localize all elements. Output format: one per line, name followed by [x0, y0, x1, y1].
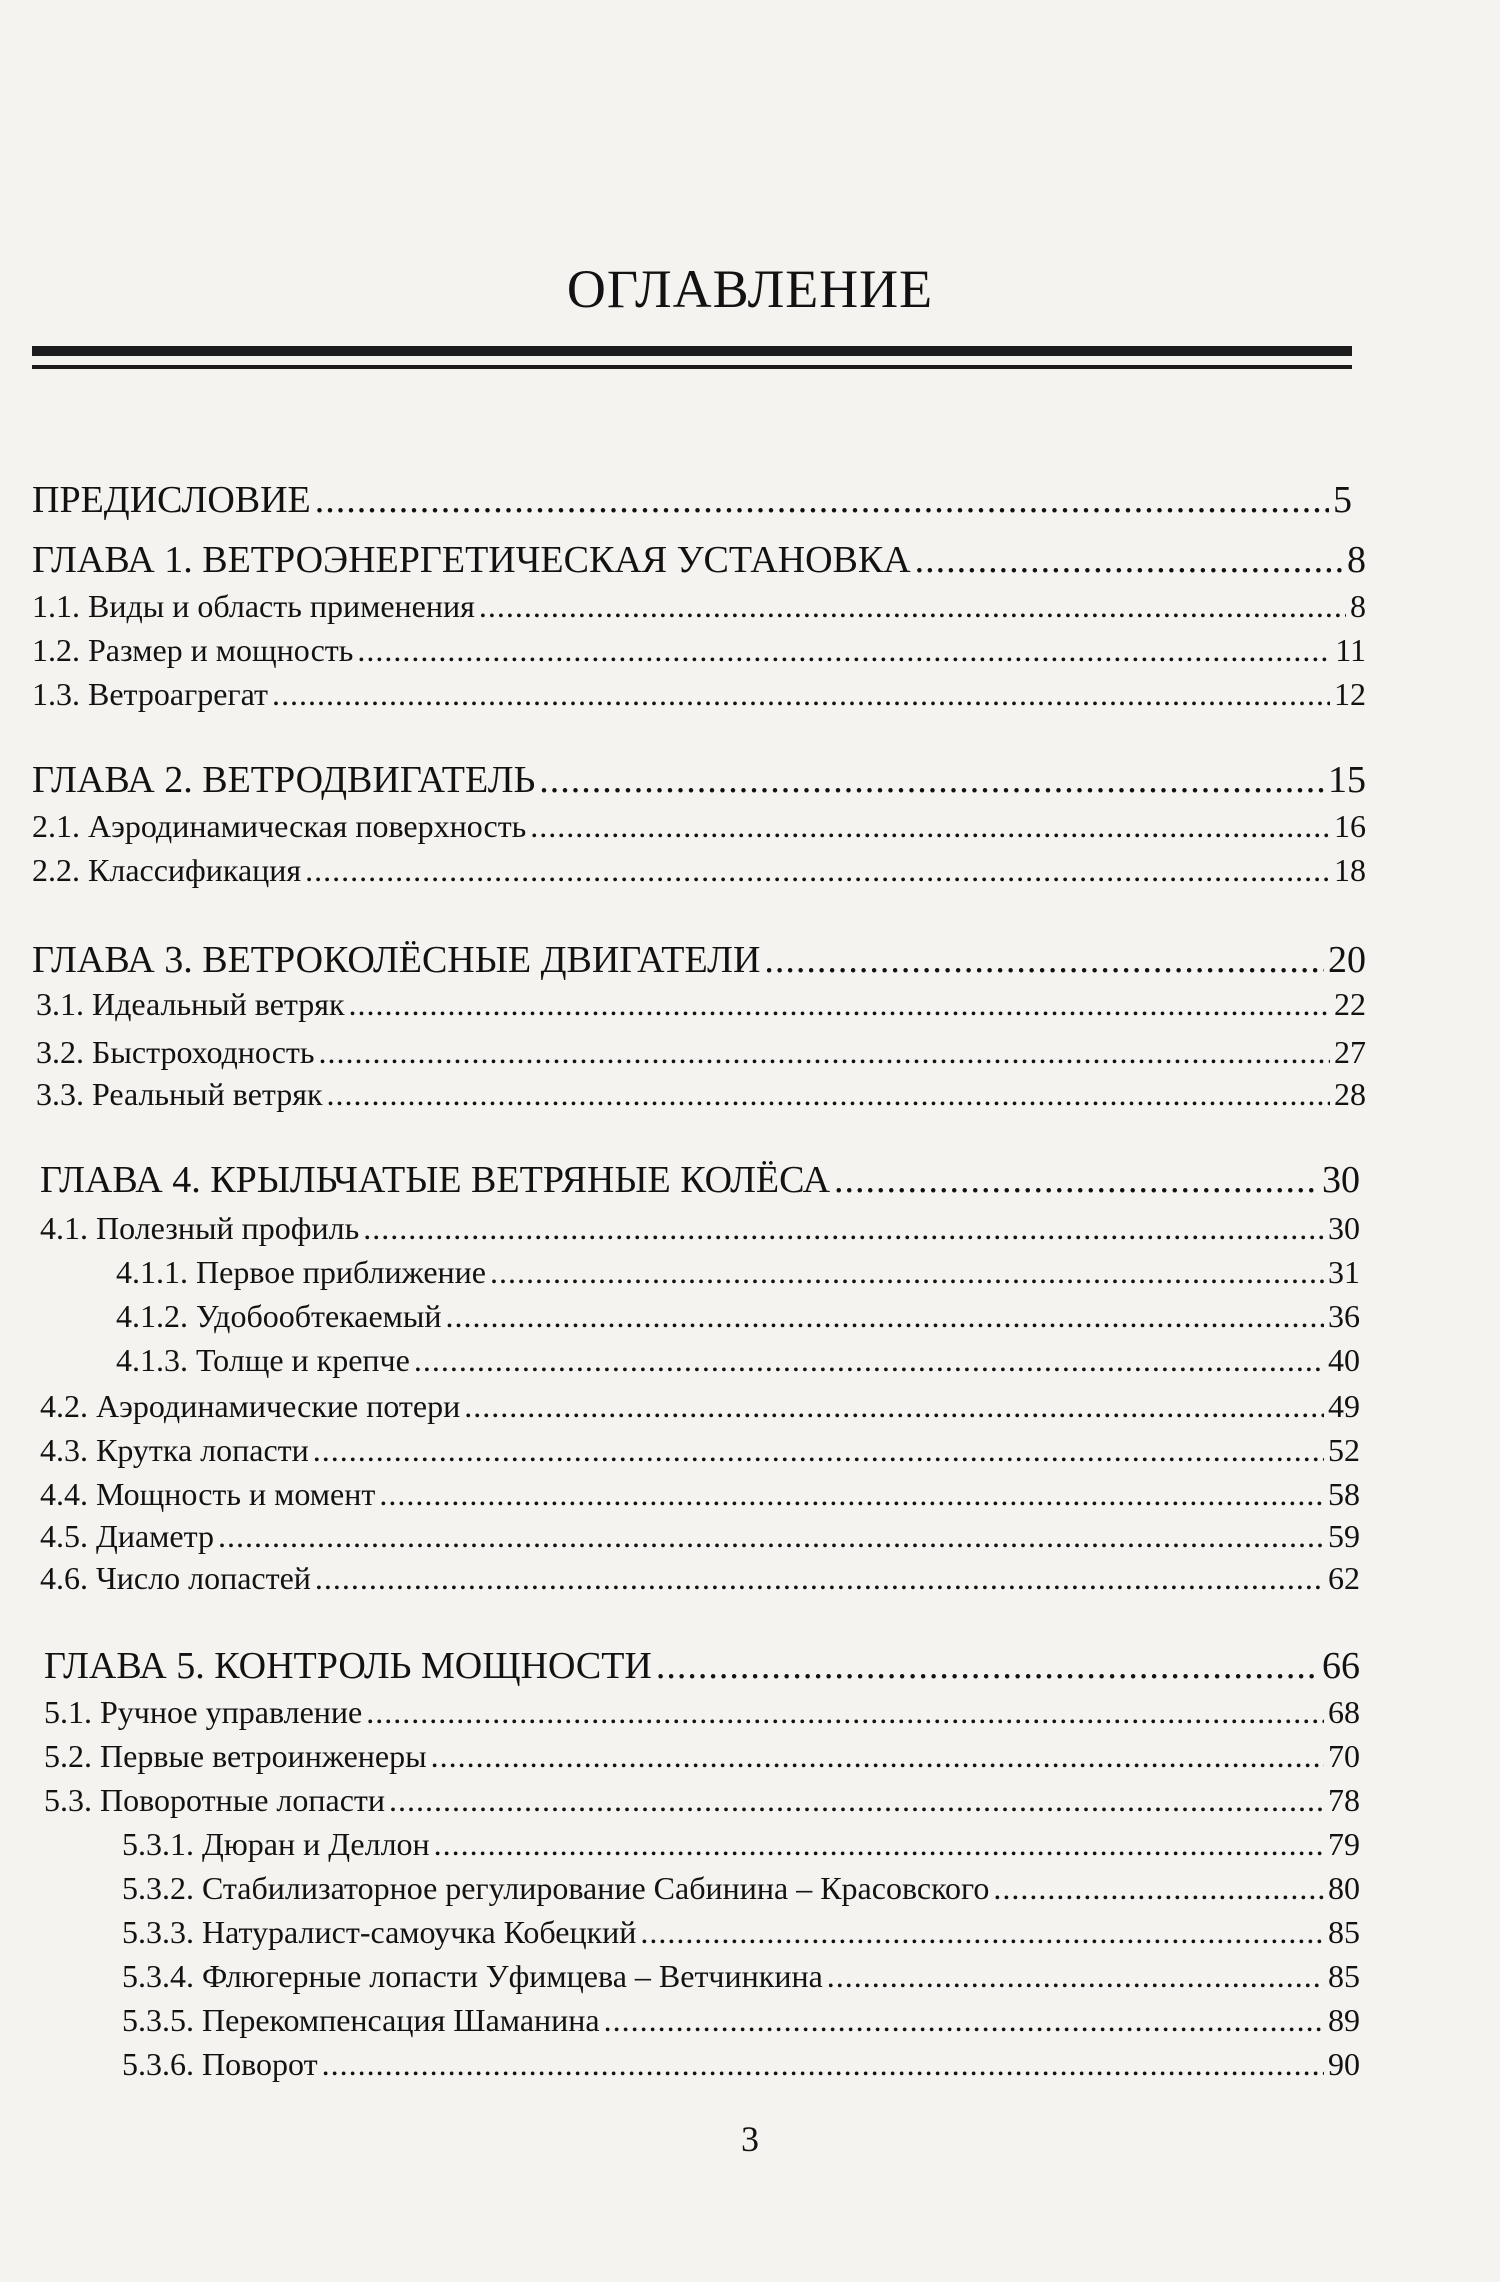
- toc-entry-page: 15: [1328, 759, 1366, 801]
- leader-dots: [479, 588, 1346, 625]
- toc-entry-page: 66: [1322, 1645, 1360, 1687]
- toc-entry-label: 5.3. Поворотные лопасти: [44, 1782, 385, 1818]
- toc-entry-label: 1.2. Размер и мощность: [32, 632, 354, 668]
- toc-entry-page: 28: [1334, 1076, 1366, 1112]
- toc-entry-label: 1.3. Ветроагрегат: [32, 676, 268, 712]
- leader-dots: [604, 2002, 1324, 2039]
- toc-entry-section: [32, 852, 1366, 889]
- toc-entry-page: 30: [1322, 1159, 1360, 1201]
- toc-entry-subsection: [122, 1826, 1360, 1863]
- toc-entry-page: 16: [1334, 808, 1366, 844]
- toc-entry-page: 30: [1328, 1210, 1360, 1246]
- toc-entry-label: 2.2. Классификация: [32, 852, 302, 888]
- leader-dots: [327, 1076, 1330, 1113]
- leader-dots: [322, 2046, 1324, 2083]
- leader-dots: [464, 1388, 1324, 1425]
- leader-dots: [490, 1254, 1324, 1291]
- toc-entry-page: 8: [1347, 539, 1366, 581]
- leader-dots: [349, 986, 1330, 1023]
- toc-entry-label: ГЛАВА 2. ВЕТРОДВИГАТЕЛЬ: [32, 759, 536, 801]
- toc-entry-label: 5.3.6. Поворот: [122, 2046, 318, 2082]
- toc-entry-section: [36, 986, 1366, 1023]
- toc-entry-label: ГЛАВА 3. ВЕТРОКОЛЁСНЫЕ ДВИГАТЕЛИ: [32, 939, 761, 981]
- toc-entry-label: 4.1.3. Толще и крепче: [116, 1342, 410, 1378]
- toc-entry-page: 27: [1334, 1034, 1366, 1070]
- toc-entry-section: [32, 808, 1366, 845]
- toc-entry-subsection: [116, 1254, 1360, 1291]
- toc-entry-section: [44, 1782, 1360, 1819]
- toc-entry-subsection: [122, 1958, 1360, 1995]
- toc-entry-section: [32, 588, 1366, 625]
- toc-entry-label: 4.2. Аэродинамические потери: [40, 1388, 461, 1424]
- leader-dots: [414, 1342, 1324, 1379]
- toc-entry-section: [40, 1432, 1360, 1469]
- leader-dots: [431, 1738, 1324, 1775]
- leader-dots: [446, 1298, 1324, 1335]
- page-title: ОГЛАВЛЕНИЕ: [566, 259, 934, 319]
- toc-entry-page: 8: [1350, 588, 1366, 624]
- leader-dots: [834, 1158, 1318, 1202]
- toc-entry-page: 22: [1334, 986, 1366, 1022]
- leader-dots: [272, 676, 1330, 713]
- page-number: 3: [741, 2119, 759, 2159]
- leader-dots: [389, 1782, 1324, 1819]
- toc-entry-page: 52: [1328, 1432, 1360, 1468]
- toc-entry-subsection: [122, 1870, 1360, 1907]
- toc-entry-label: 4.1.2. Удобообтекаемый: [116, 1298, 442, 1334]
- toc-entry-label: 5.3.2. Стабилизаторное регулирование Сабинина – Красовского: [122, 1870, 990, 1906]
- leader-dots: [640, 1914, 1324, 1951]
- leader-dots: [656, 1644, 1318, 1688]
- toc-entry-page: 12: [1334, 676, 1366, 712]
- toc-entry-chapter-3: [32, 938, 1366, 982]
- toc-entry-label: 4.4. Мощность и момент: [40, 1476, 376, 1512]
- toc-entry-section: [32, 676, 1366, 713]
- toc-entry-subsection: [116, 1298, 1360, 1335]
- toc-entry-page: 85: [1328, 1914, 1360, 1950]
- toc-entry-subsection: [122, 2002, 1360, 2039]
- leader-dots: [434, 1826, 1324, 1863]
- toc-entry-page: 89: [1328, 2002, 1360, 2038]
- leader-dots: [764, 938, 1324, 982]
- toc-entry-section: [36, 1076, 1366, 1113]
- toc-entry-page: 79: [1328, 1826, 1360, 1862]
- toc-entry-page: 58: [1328, 1476, 1360, 1512]
- leader-dots: [313, 1432, 1324, 1469]
- toc-entry-subsection: [122, 2046, 1360, 2083]
- toc-entry-page: 90: [1328, 2046, 1360, 2082]
- leader-dots: [379, 1476, 1324, 1513]
- toc-entry-subsection: [122, 1914, 1360, 1951]
- toc-entry-label: 4.3. Крутка лопасти: [40, 1432, 309, 1468]
- toc-entry-page: 85: [1328, 1958, 1360, 1994]
- leader-dots: [305, 852, 1330, 889]
- leader-dots: [319, 1034, 1331, 1071]
- leader-dots: [363, 1210, 1324, 1247]
- toc-entry-page: 5: [1333, 479, 1352, 521]
- toc-entry-page: 31: [1328, 1254, 1360, 1290]
- toc-entry-label: 1.1. Виды и область применения: [32, 588, 475, 624]
- toc-entry-label: 4.5. Диаметр: [40, 1518, 214, 1554]
- leader-dots: [357, 632, 1331, 669]
- toc-entry-page: 11: [1335, 632, 1366, 668]
- toc-entry-page: 49: [1328, 1388, 1360, 1424]
- toc-entry-page: 68: [1328, 1694, 1360, 1730]
- toc-entry-label: ПРЕДИСЛОВИЕ: [32, 479, 311, 521]
- toc-entry-label: 4.6. Число лопастей: [40, 1560, 311, 1596]
- toc-entry-section: [44, 1694, 1360, 1731]
- leader-dots: [993, 1870, 1324, 1907]
- toc-entry-label: 5.3.4. Флюгерные лопасти Уфимцева – Ветчинкина: [122, 1958, 823, 1994]
- toc-entry-chapter-2: [32, 758, 1366, 802]
- toc-entry-label: 5.3.1. Дюран и Деллон: [122, 1826, 430, 1862]
- toc-entry-section: [36, 1034, 1366, 1071]
- toc-entry-chapter-5: [44, 1644, 1360, 1688]
- toc-entry-label: 3.2. Быстроходность: [36, 1034, 315, 1070]
- toc-entry-chapter-4: [40, 1158, 1360, 1202]
- toc-entry-page: 78: [1328, 1782, 1360, 1818]
- toc-entry-label: 4.1.1. Первое приближение: [116, 1254, 486, 1290]
- toc-entry-label: 5.3.3. Натуралист-самоучка Кобецкий: [122, 1914, 637, 1950]
- toc-entry-section: [40, 1560, 1360, 1597]
- toc-entry-label: ГЛАВА 1. ВЕТРОЭНЕРГЕТИЧЕСКАЯ УСТАНОВКА: [32, 539, 911, 581]
- toc-entry-section: [40, 1476, 1360, 1513]
- leader-dots: [218, 1518, 1324, 1555]
- toc-entry-page: 18: [1334, 852, 1366, 888]
- toc-entry-section: [40, 1388, 1360, 1425]
- toc-entry-page: 40: [1328, 1342, 1360, 1378]
- toc-entry-preface: [32, 478, 1352, 522]
- toc-entry-page: 36: [1328, 1298, 1360, 1334]
- leader-dots: [315, 478, 1329, 522]
- toc-entry-section: [40, 1210, 1360, 1247]
- toc-entry-label: 2.1. Аэродинамическая поверхность: [32, 808, 527, 844]
- toc-entry-page: 62: [1328, 1560, 1360, 1596]
- toc-entry-label: 5.1. Ручное управление: [44, 1694, 363, 1730]
- toc-entry-label: ГЛАВА 4. КРЫЛЬЧАТЫЕ ВЕТРЯНЫЕ КОЛЁСА: [40, 1159, 831, 1201]
- toc-entry-section: [44, 1738, 1360, 1775]
- toc-entry-label: 3.1. Идеальный ветряк: [36, 986, 345, 1022]
- toc-entry-page: 59: [1328, 1518, 1360, 1554]
- leader-dots: [366, 1694, 1324, 1731]
- toc-entry-section: [40, 1518, 1360, 1555]
- toc-entry-label: 3.3. Реальный ветряк: [36, 1076, 323, 1112]
- leader-dots: [530, 808, 1330, 845]
- leader-dots: [827, 1958, 1324, 1995]
- toc-entry-page: 20: [1328, 939, 1366, 981]
- toc-entry-label: 4.1. Полезный профиль: [40, 1210, 360, 1246]
- toc-entry-label: 5.2. Первые ветроинженеры: [44, 1738, 427, 1774]
- toc-entry-subsection: [116, 1342, 1360, 1379]
- toc-entry-page: 70: [1328, 1738, 1360, 1774]
- toc-entry-page: 80: [1328, 1870, 1360, 1906]
- toc-entry-label: ГЛАВА 5. КОНТРОЛЬ МОЩНОСТИ: [44, 1645, 652, 1687]
- toc-entry-label: 5.3.5. Перекомпенсация Шаманина: [122, 2002, 600, 2038]
- toc-entry-section: [32, 632, 1366, 669]
- leader-dots: [539, 758, 1324, 802]
- leader-dots: [915, 538, 1343, 582]
- toc-entry-chapter-1: [32, 538, 1366, 582]
- leader-dots: [315, 1560, 1324, 1597]
